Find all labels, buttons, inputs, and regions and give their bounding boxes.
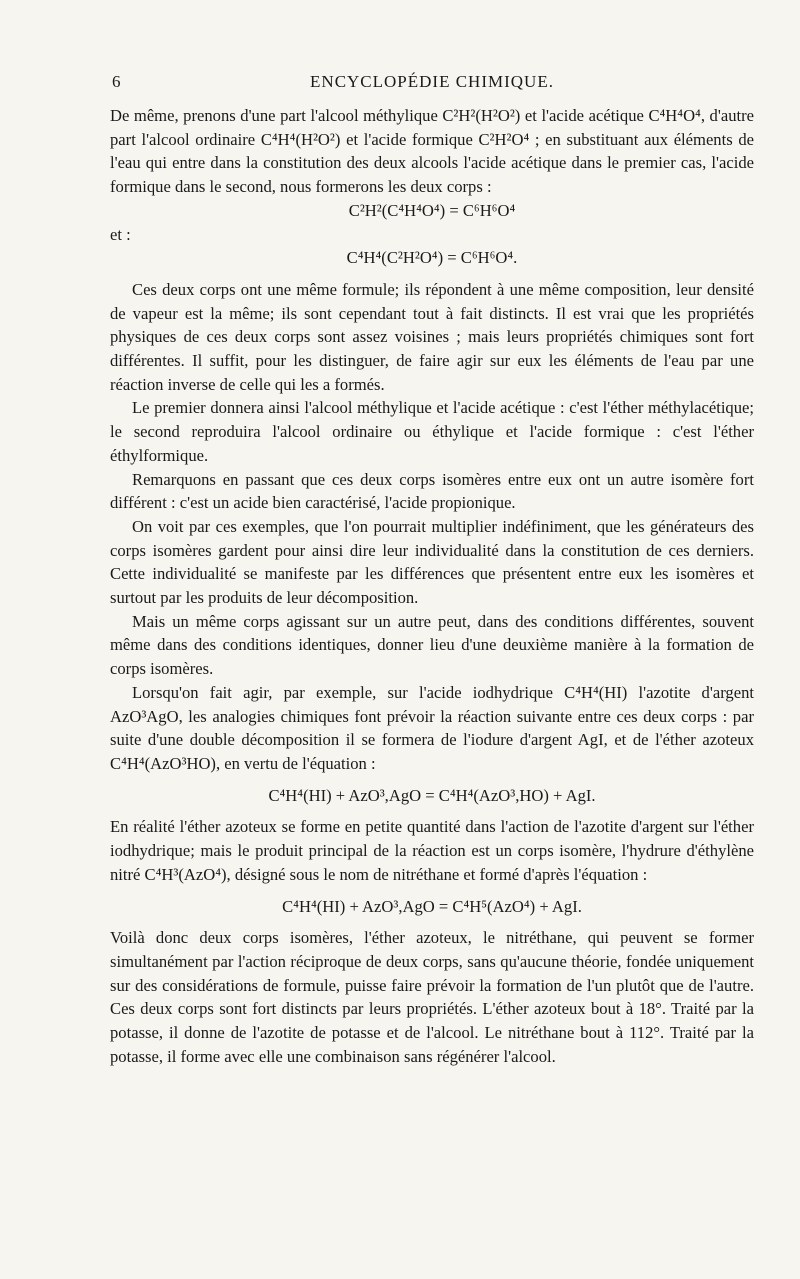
- paragraph: De même, prenons d'une part l'alcool méthylique C²H²(H²O²) et l'acide acétique C⁴H⁴O⁴, d'autre part l'alcool ordinaire C⁴H⁴(H²O²) et l'acide formique C²H²O⁴ ; en substituant aux éléments de l'eau qui entre dans la constitution des deux alcools l'acide acétique dans le premier cas, l'acide formique dans le second, nous formerons les deux corps :: [110, 106, 754, 197]
- paragraph: Mais un même corps agissant sur un autre peut, dans des conditions différentes, souvent même dans des conditions identiques, donner lieu d'une deuxième manière à la formation de corps isomères.: [110, 611, 754, 679]
- paragraph: On voit par ces exemples, que l'on pourrait multiplier indéfiniment, que les générateurs des corps isomères gardent pour ainsi dire leur individualité dans la constitution de ces derniers. Cette individualité se manifeste par les différences que présentent entre eux les isomères et surtout par les produits de leur décomposition.: [110, 516, 754, 608]
- paragraph: En réalité l'éther azoteux se forme en petite quantité dans l'action de l'azotite d'argent sur l'éther iodhydrique; mais le produit principal de la réaction est un corps isomère, l'hydrure d'éthylène nitré C⁴H³(AzO⁴), désigné sous le nom de nitréthane et formé d'après l'équation :: [110, 817, 754, 884]
- paragraph: Le premier donnera ainsi l'alcool méthylique et l'acide acétique : c'est l'éther méthylacétique; le second reproduira l'alcool ordinaire ou éthylique et l'acide formique : c'est l'éther éthylformique.: [110, 398, 754, 465]
- formula: C⁴H⁴(C²H²O⁴) = C⁶H⁶O⁴.: [346, 248, 518, 268]
- paragraph: Lorsqu'on fait agir, par exemple, sur l'acide iodhydrique C⁴H⁴(HI) l'azotite d'argent AzO³AgO, les analogies chimiques font prévoir la réaction suivante entre ces deux corps : par suite d'une double décomposition il se formera de l'iodure d'argent AgI, et de l'éther azoteux C⁴H⁴(AzO³HO), en vertu de l'équation :: [110, 682, 754, 773]
- equation: C⁴H⁴(HI) + AzO³,AgO = C⁴H⁵(AzO⁴) + AgI.: [282, 896, 582, 916]
- equation: C⁴H⁴(HI) + AzO³,AgO = C⁴H⁴(AzO³,HO) + AgI.: [268, 785, 596, 805]
- paragraph: Ces deux corps ont une même formule; ils répondent à une même composition, leur densité de vapeur est la même; ils sont cependant tout à fait distincts. Il est vrai que les propriétés physiques de ces deux corps sont assez voisines ; mais leurs propriétés chimiques sont fort différentes. Il suffit, pour les distinguer, de faire agir sur eux les éléments de l'eau par une réaction inverse de celle qui les a formés.: [110, 279, 754, 394]
- connector-text: et :: [110, 224, 131, 244]
- running-title: ENCYCLOPÉDIE CHIMIQUE.: [310, 72, 554, 91]
- paragraph: Voilà donc deux corps isomères, l'éther azoteux, le nitréthane, qui peuvent se former simultanément par l'action réciproque de deux corps, sans qu'aucune théorie, fondée uniquement sur des considérations de formule, puisse faire prévoir la formation de l'un plutôt que de l'autre. Ces deux corps sont fort distincts par leurs propriétés. L'éther azoteux bout à 18°. Traité par la potasse, il donne de l'azotite de potasse et de l'alcool. Le nitréthane bout à 112°. Traité par la potasse, il forme avec elle une combinaison sans régénérer l'alcool.: [110, 928, 754, 1066]
- running-header: [112, 72, 752, 96]
- formula: C²H²(C⁴H⁴O⁴) = C⁶H⁶O⁴: [348, 200, 516, 220]
- body-text: [110, 104, 754, 1068]
- page-number: 6: [112, 72, 121, 91]
- paragraph: Remarquons en passant que ces deux corps isomères entre eux ont un autre isomère fort différent : c'est un acide bien caractérisé, l'acide propionique.: [110, 469, 754, 513]
